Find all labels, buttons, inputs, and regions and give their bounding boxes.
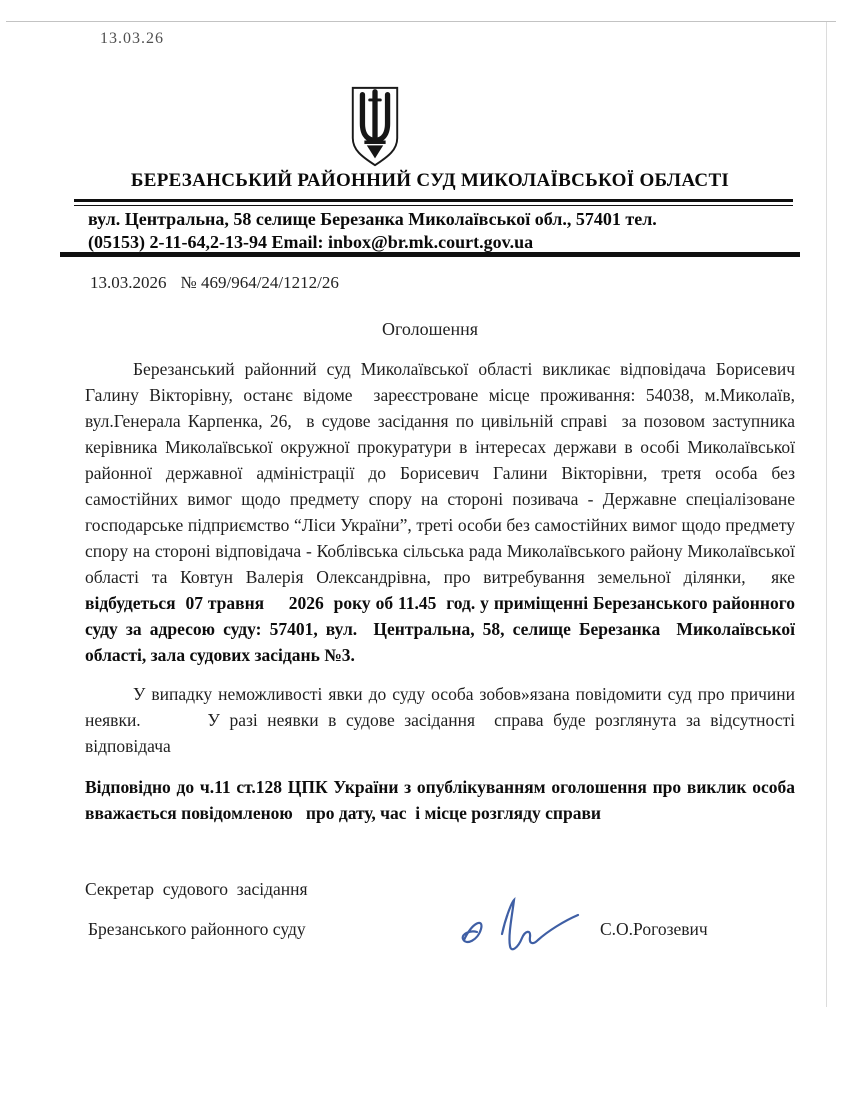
header-divider-top <box>74 199 793 206</box>
header-divider-bottom <box>60 252 800 257</box>
scan-artifact-right-line <box>826 22 827 1007</box>
document-reference-line <box>90 273 339 293</box>
court-address-line-1: вул. Центральна, 58 селище Березанка Миколаївської обл., 57401 тел. <box>88 209 657 229</box>
document-body <box>85 356 804 826</box>
stamp-date: 13.03.26 <box>100 30 164 47</box>
document-number: № 469/964/24/1212/26 <box>180 273 339 292</box>
ukraine-trident-emblem-icon <box>346 84 404 174</box>
document-date: 13.03.2026 <box>90 273 167 292</box>
paragraph-summons <box>85 356 800 668</box>
handwritten-signature-icon <box>450 888 590 973</box>
court-name-heading: БЕРЕЗАНСЬКИЙ РАЙОННИЙ СУД МИКОЛАЇВСЬКОЇ ОБЛАСТІ <box>130 170 730 191</box>
signatory-role-line-2: Брезанського районного суду <box>88 919 306 939</box>
court-address-line-2: (05153) 2-11-64,2-13-94 Email: inbox@br.mk.court.gov.ua <box>88 232 534 252</box>
paragraph-absence-warning: У випадку неможливості явки до суду особа зобов»язана повідомити суд про причини неявки. У разі неявки в судове засідання справа буде розглянута за відсутності відповідача <box>85 684 804 756</box>
scan-artifact-top-line <box>6 21 836 22</box>
signatory-role-line-1: Секретар судового засідання <box>85 879 308 899</box>
court-address-block <box>88 208 788 254</box>
paragraph-summons-hearing-details: відбудеться 07 травня 2026 року об 11.45 год. у приміщенні Березанського районного суду за адресою суду: 57401, вул. Центральна, 58, селище Березанка Миколаївської області, зала судових засідань №3. <box>85 593 800 665</box>
paragraph-summons-normal: Березанський районний суд Миколаївської області викликає відповідача Борисевич Галину Вікторівну, останє відоме зареєстроване місце проживання: 54038, м.Миколаїв, вул.Генерала Карпенка, 26, в судове засідання по цивільній справі за позовом заступника керівника Миколаївської окружної прокуратури в інтересах держави в особі Миколаївської районної державної адміністрації до Борисевич Галини Вікторівни, третя особа без самостійних вимог щодо предмету спору на стороні позивача - Державне спеціалізоване господарське підприємство “Ліси України”, треті особи без самостійних вимог щодо предмету спору на стороні відповідача - Коблівська сільська рада Миколаївського району Миколаївської області та Ковтун Валерія Олександрівна, про витребування земельної ділянки, яке <box>85 359 800 587</box>
signatory-name: С.О.Рогозевич <box>600 919 708 939</box>
paragraph-legal-basis: Відповідно до ч.11 ст.128 ЦПК України з опублікуванням оголошення про виклик особа вважається повідомленою про дату, час і місце розгляду справи <box>85 777 800 823</box>
document-title: Оголошення <box>381 319 479 339</box>
